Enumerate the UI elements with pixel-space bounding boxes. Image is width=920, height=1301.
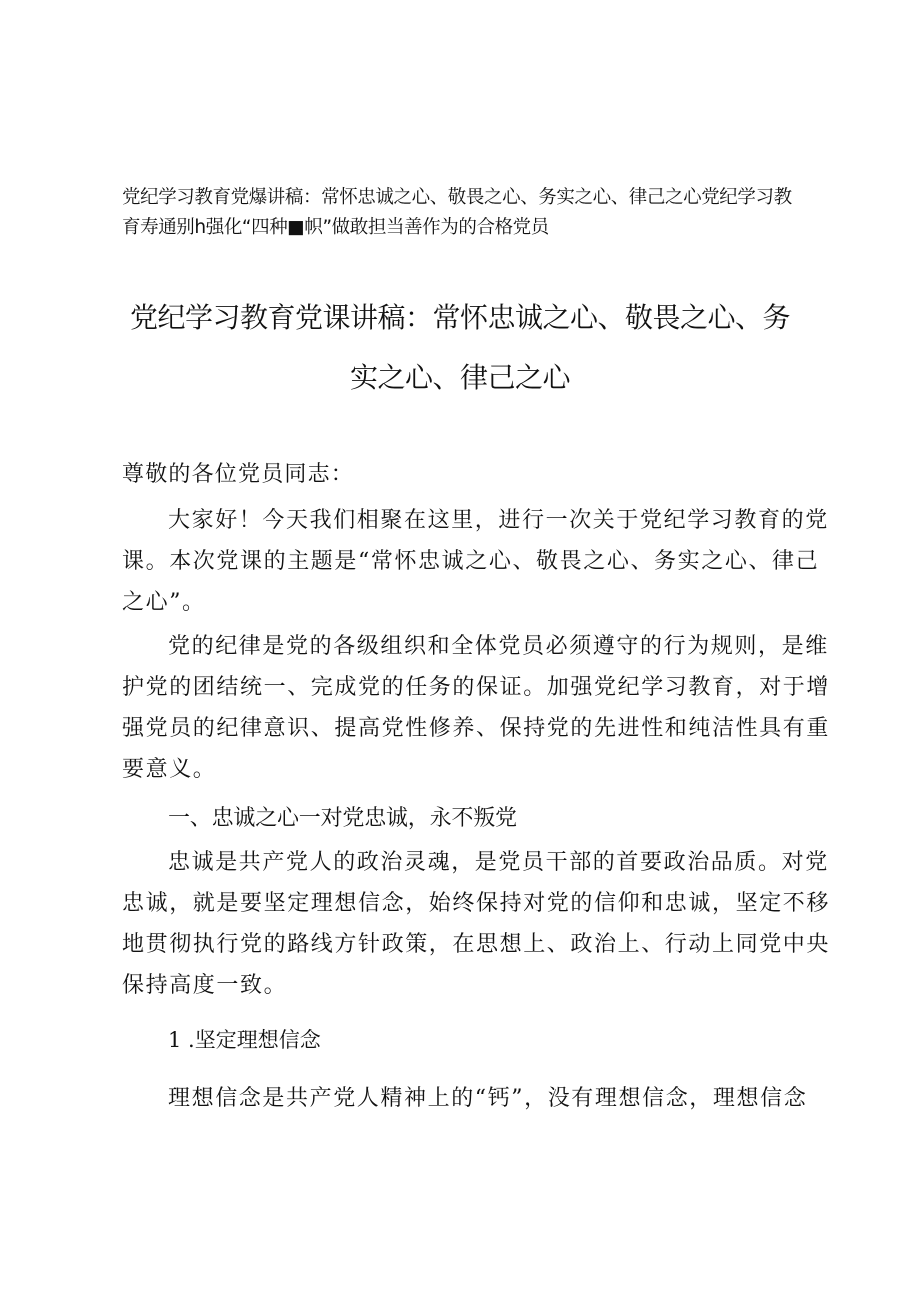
header-line-1: 党纪学习教育党爆讲稿：常怀忠诚之心、敬畏之心、务实之心、律己之心党纪学习教	[122, 187, 792, 208]
document-header	[122, 183, 822, 243]
paragraph-3-line-3: 地贯彻执行党的路线方针政策，在思想上、政治上、行动上同党中央	[122, 932, 831, 957]
paragraph-2-line-1: 党的纪律是党的各级组织和全体党员必须遵守的行为规则，是维	[168, 634, 829, 659]
document-title	[100, 288, 820, 408]
paragraph-4-line-1: 理想信念是共产党人精神上的“钙”，没有理想信念，理想信念	[168, 1086, 808, 1111]
salutation: 尊敬的各位党员同志：	[122, 462, 355, 487]
paragraph-3-line-2: 忠诚，就是要坚定理想信念，始终保持对党的信仰和忠诚，坚定不移	[122, 891, 831, 916]
paragraph-4	[122, 1078, 812, 1119]
paragraph-3	[122, 842, 831, 1006]
paragraph-3-line-1: 忠诚是共产党人的政治灵魂，是党员干部的首要政治品质。对党	[168, 850, 829, 875]
paragraph-1-line-3: 之心”。	[122, 590, 206, 615]
header-line-2: 育寿通别h强化“四种■帜”做敢担当善作为的合格党员	[122, 217, 549, 238]
paragraph-1-line-2: 课。本次党课的主题是“常怀忠诚之心、敬畏之心、务实之心、律己	[122, 549, 820, 574]
paragraph-2-line-3: 强党员的纪律意识、提高党性修养、保持党的先进性和纯洁性具有重	[122, 716, 831, 741]
section-1-heading: 一、忠诚之心一对党忠诚，永不叛党	[168, 806, 517, 831]
paragraph-2-line-4: 要意义。	[122, 757, 217, 782]
paragraph-3-line-4: 保持高度一致。	[122, 973, 288, 998]
title-line-2: 实之心、律己之心	[349, 361, 570, 394]
paragraph-2-line-2: 护党的团结统一、完成党的任务的保证。加强党纪学习教育，对于增	[122, 675, 831, 700]
title-line-1: 党纪学习教育党课讲稿：常怀忠诚之心、敬畏之心、务	[129, 301, 790, 334]
paragraph-1-line-1: 大家好！今天我们相聚在这里，进行一次关于党纪学习教育的党	[168, 508, 829, 533]
subsection-1-heading: 1 .坚定理想信念	[168, 1028, 321, 1052]
paragraph-1	[122, 500, 829, 623]
paragraph-2	[122, 626, 831, 790]
